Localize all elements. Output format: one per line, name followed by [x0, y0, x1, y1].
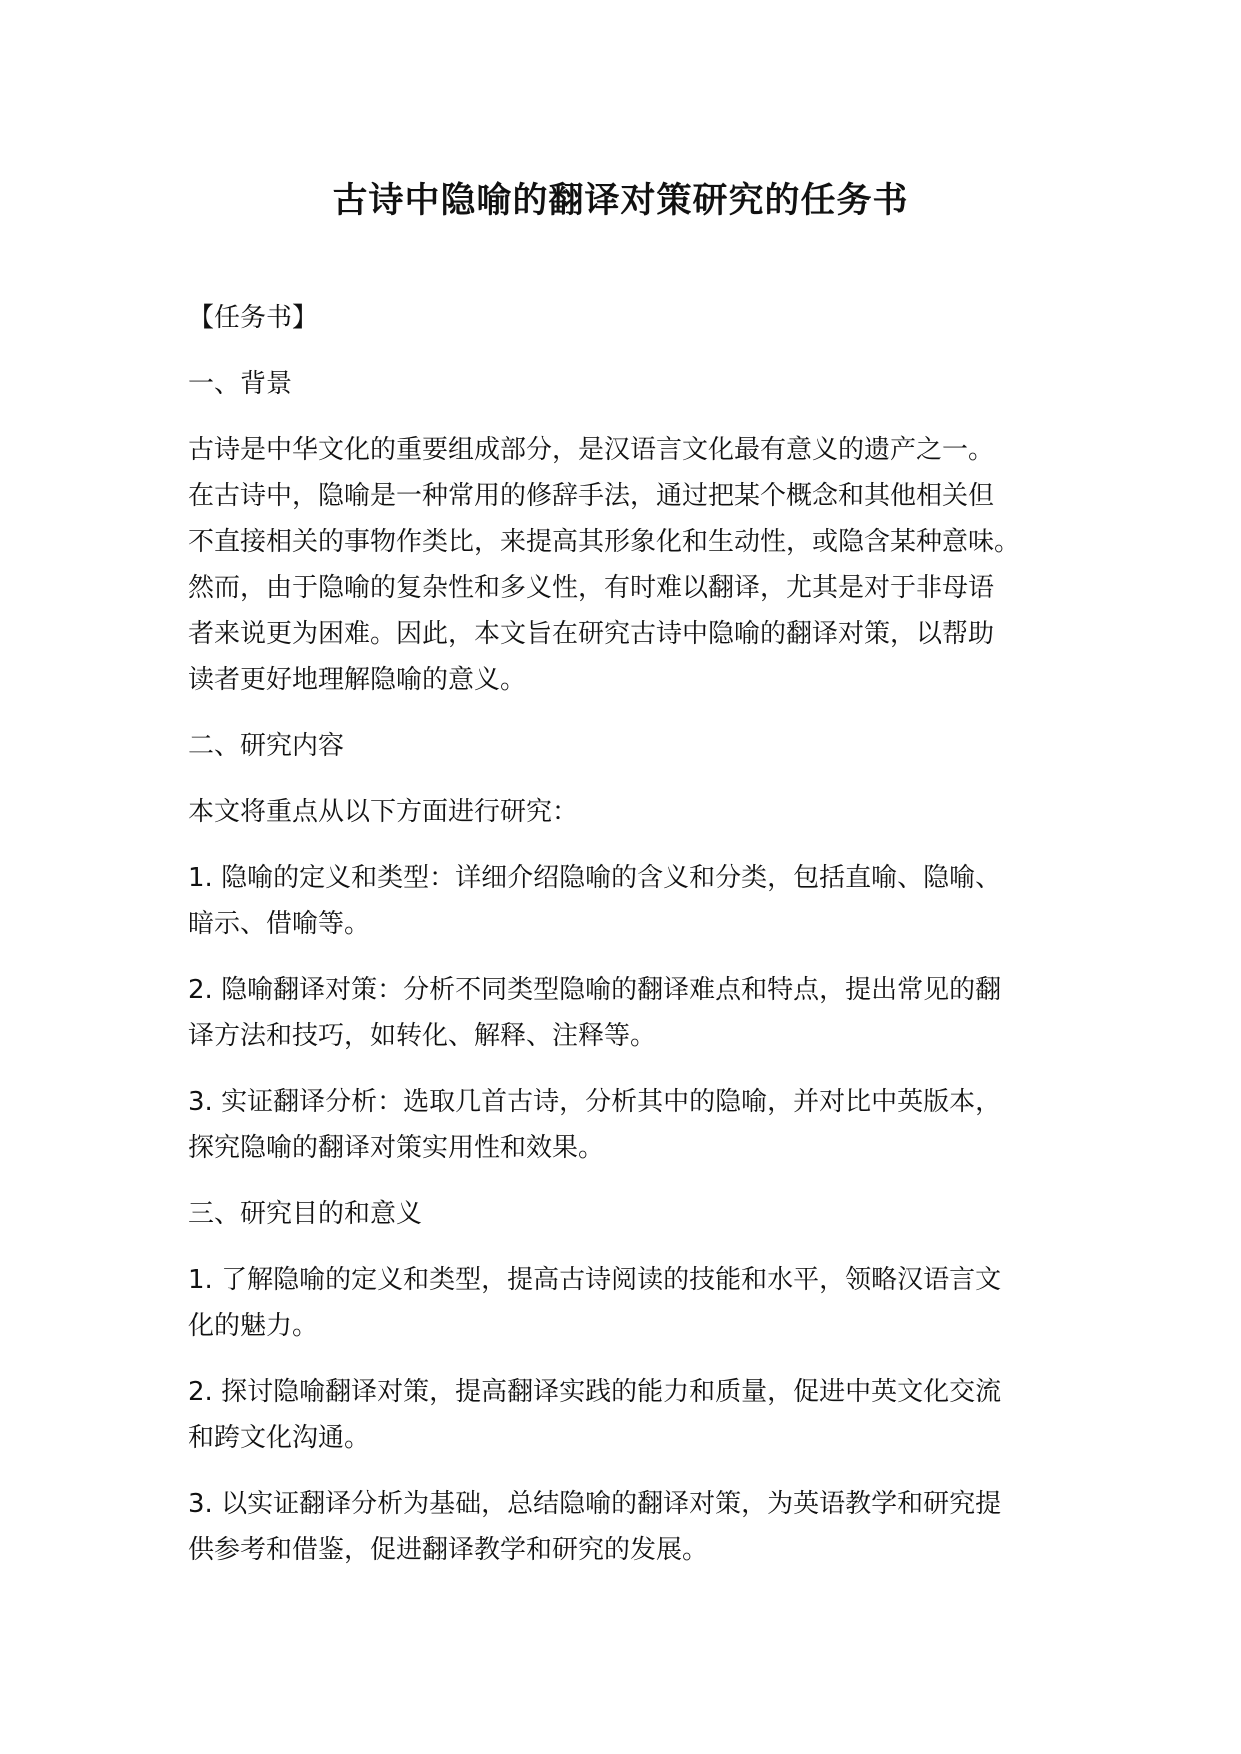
list-item-line: 3. 实证翻译分析：选取几首古诗，分析其中的隐喻，并对比中英版本， — [188, 1087, 1002, 1117]
section-heading-background: 一、背景 — [188, 369, 293, 399]
list-item-line: 2. 隐喻翻译对策：分析不同类型隐喻的翻译难点和特点，提出常见的翻 — [188, 975, 1002, 1005]
document-body — [188, 295, 1088, 1593]
background-paragraph — [188, 427, 1088, 703]
content-intro: 本文将重点从以下方面进行研究： — [188, 797, 579, 827]
section-heading-purpose: 三、研究目的和意义 — [188, 1199, 423, 1229]
paragraph-line: 读者更好地理解隐喻的意义。 — [188, 665, 527, 695]
list-item-line: 暗示、借喻等。 — [188, 909, 371, 939]
list-item-line: 1. 了解隐喻的定义和类型，提高古诗阅读的技能和水平，领略汉语言文 — [188, 1265, 1002, 1295]
paragraph-line: 古诗是中华文化的重要组成部分，是汉语言文化最有意义的遗产之一。 — [188, 435, 995, 465]
paragraph-line: 者来说更为困难。因此，本文旨在研究古诗中隐喻的翻译对策，以帮助 — [188, 619, 995, 649]
list-item-line: 3. 以实证翻译分析为基础，总结隐喻的翻译对策，为英语教学和研究提 — [188, 1489, 1002, 1519]
list-item-line: 化的魅力。 — [188, 1311, 319, 1341]
list-item-line: 译方法和技巧，如转化、解释、注释等。 — [188, 1021, 657, 1051]
list-item-line: 供参考和借鉴，促进翻译教学和研究的发展。 — [188, 1535, 709, 1565]
list-item — [188, 855, 1088, 947]
list-item-line: 探究隐喻的翻译对策实用性和效果。 — [188, 1133, 605, 1163]
list-item — [188, 967, 1088, 1059]
list-item-line: 和跨文化沟通。 — [188, 1423, 371, 1453]
list-item — [188, 1369, 1088, 1461]
document-title: 古诗中隐喻的翻译对策研究的任务书 — [332, 181, 909, 221]
section-heading-content: 二、研究内容 — [188, 731, 345, 761]
paragraph-line: 在古诗中，隐喻是一种常用的修辞手法，通过把某个概念和其他相关但 — [188, 481, 995, 511]
list-item-line: 2. 探讨隐喻翻译对策，提高翻译实践的能力和质量，促进中英文化交流 — [188, 1377, 1002, 1407]
list-item — [188, 1481, 1088, 1573]
list-item-line: 1. 隐喻的定义和类型：详细介绍隐喻的含义和分类，包括直喻、隐喻、 — [188, 863, 1002, 893]
paragraph-line: 然而，由于隐喻的复杂性和多义性，有时难以翻译，尤其是对于非母语 — [188, 573, 995, 603]
paragraph-line: 不直接相关的事物作类比，来提高其形象化和生动性，或隐含某种意味。 — [188, 527, 1021, 557]
list-item — [188, 1257, 1088, 1349]
task-tag: 【任务书】 — [188, 303, 319, 333]
list-item — [188, 1079, 1088, 1171]
